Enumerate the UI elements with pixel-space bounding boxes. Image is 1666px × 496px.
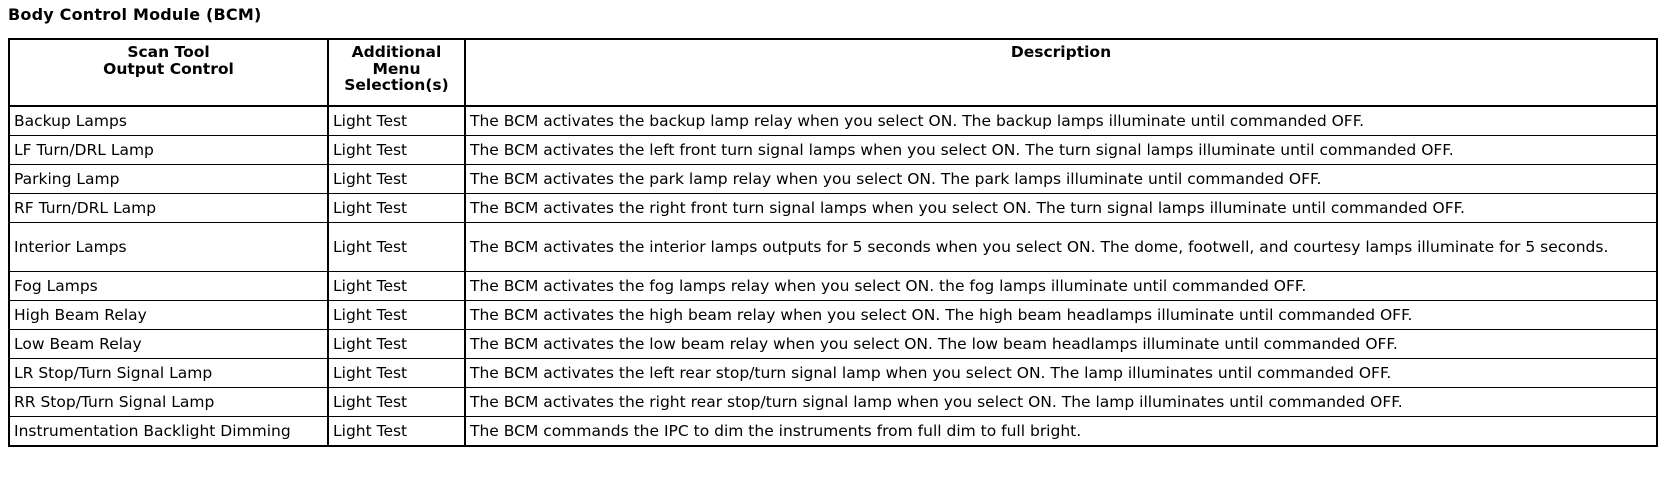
cell-menu: Light Test [328, 301, 465, 330]
cell-description: The BCM activates the left front turn signal lamps when you select ON. The turn signal lamps illuminate until commanded OFF. [465, 136, 1657, 165]
cell-description: The BCM activates the park lamp relay when you select ON. The park lamps illuminate until commanded OFF. [465, 165, 1657, 194]
table-row [9, 359, 1657, 388]
cell-control: Fog Lamps [9, 272, 328, 301]
table-row [9, 330, 1657, 359]
cell-description: The BCM activates the high beam relay when you select ON. The high beam headlamps illuminate until commanded OFF. [465, 301, 1657, 330]
table-row [9, 388, 1657, 417]
cell-control: RF Turn/DRL Lamp [9, 194, 328, 223]
table-row [9, 165, 1657, 194]
header-additional-menu-selections: Additional Menu Selection(s) [328, 39, 465, 106]
cell-control: LF Turn/DRL Lamp [9, 136, 328, 165]
cell-menu: Light Test [328, 194, 465, 223]
table-row [9, 272, 1657, 301]
cell-description: The BCM activates the right rear stop/turn signal lamp when you select ON. The lamp illuminates until commanded OFF. [465, 388, 1657, 417]
cell-menu: Light Test [328, 106, 465, 136]
cell-control: Parking Lamp [9, 165, 328, 194]
cell-control: Interior Lamps [9, 223, 328, 272]
cell-control: Low Beam Relay [9, 330, 328, 359]
table-row [9, 301, 1657, 330]
table-row [9, 106, 1657, 136]
cell-description: The BCM activates the left rear stop/turn signal lamp when you select ON. The lamp illuminates until commanded OFF. [465, 359, 1657, 388]
cell-description: The BCM activates the fog lamps relay when you select ON. the fog lamps illuminate until commanded OFF. [465, 272, 1657, 301]
cell-menu: Light Test [328, 272, 465, 301]
output-control-table [8, 38, 1658, 447]
cell-control: RR Stop/Turn Signal Lamp [9, 388, 328, 417]
cell-control: Instrumentation Backlight Dimming [9, 417, 328, 447]
table-row [9, 417, 1657, 447]
cell-description: The BCM activates the low beam relay when you select ON. The low beam headlamps illuminate until commanded OFF. [465, 330, 1657, 359]
page-title: Body Control Module (BCM) [8, 5, 262, 24]
table-row [9, 223, 1657, 272]
table-row [9, 136, 1657, 165]
cell-menu: Light Test [328, 165, 465, 194]
cell-description: The BCM activates the interior lamps outputs for 5 seconds when you select ON. The dome, footwell, and courtesy lamps illuminate for 5 seconds. [465, 223, 1657, 272]
table-row [9, 194, 1657, 223]
header-scan-tool-output-control: Scan Tool Output Control [9, 39, 328, 106]
cell-menu: Light Test [328, 330, 465, 359]
header-description: Description [465, 39, 1657, 106]
cell-menu: Light Test [328, 136, 465, 165]
cell-control: Backup Lamps [9, 106, 328, 136]
cell-menu: Light Test [328, 223, 465, 272]
cell-description: The BCM activates the backup lamp relay when you select ON. The backup lamps illuminate until commanded OFF. [465, 106, 1657, 136]
table-header-row [9, 39, 1657, 106]
cell-menu: Light Test [328, 359, 465, 388]
cell-menu: Light Test [328, 388, 465, 417]
cell-control: LR Stop/Turn Signal Lamp [9, 359, 328, 388]
cell-menu: Light Test [328, 417, 465, 447]
cell-control: High Beam Relay [9, 301, 328, 330]
cell-description: The BCM activates the right front turn signal lamps when you select ON. The turn signal lamps illuminate until commanded OFF. [465, 194, 1657, 223]
cell-description: The BCM commands the IPC to dim the instruments from full dim to full bright. [465, 417, 1657, 447]
